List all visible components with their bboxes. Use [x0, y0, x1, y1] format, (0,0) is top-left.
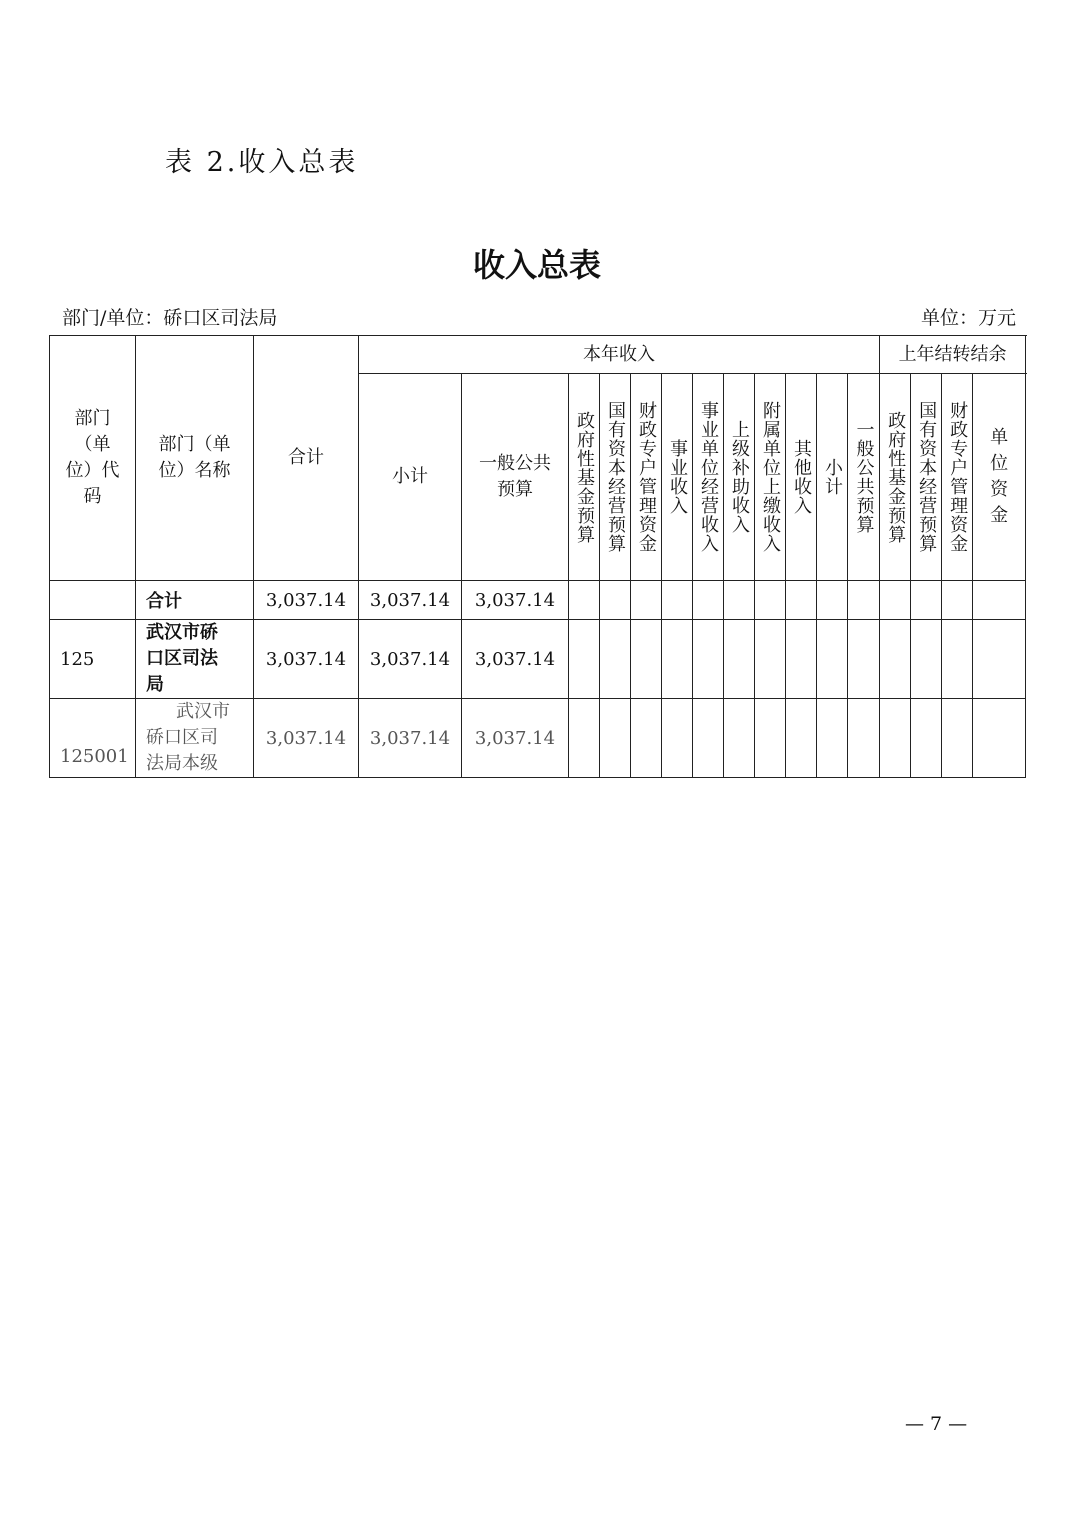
- header-prev-state-capital: 国有资本经营预算: [911, 374, 942, 581]
- header-prev-gov-fund: 政府性基金预算: [880, 374, 911, 581]
- header-name: 部门（单位）名称: [136, 336, 254, 581]
- page-title: 收入总表: [472, 246, 601, 284]
- header-prev-unit-fund: 单位资金: [973, 374, 1026, 581]
- row-general: 3,037.14: [462, 620, 569, 699]
- header-cur-gov-fund: 政府性基金预算: [569, 374, 600, 581]
- header-cur-superior-subsidy: 上级补助收入: [724, 374, 755, 581]
- row-total: 3,037.14: [254, 620, 359, 699]
- table-row-unit: [50, 699, 1026, 778]
- header-total: 合计: [254, 336, 359, 581]
- row-name: 武汉市硚口区司法局: [136, 620, 254, 699]
- row-total: 3,037.14: [254, 581, 359, 620]
- row-general: 3,037.14: [462, 581, 569, 620]
- header-cur-affiliated: 附属单位上缴收入: [755, 374, 786, 581]
- header-code: 部门（单位）代码: [50, 336, 136, 581]
- header-cur-other: 其他收入: [786, 374, 817, 581]
- unit-label: 单位：万元: [920, 307, 1016, 329]
- header-cur-state-capital: 国有资本经营预算: [600, 374, 631, 581]
- row-subtotal: 3,037.14: [359, 699, 462, 778]
- income-summary-table: [49, 335, 1026, 778]
- header-cur-subtotal: 小计: [359, 374, 462, 581]
- row-total: 3,037.14: [254, 699, 359, 778]
- row-code: 125: [50, 620, 136, 699]
- table-caption: 表 2.收入总表: [165, 147, 359, 178]
- header-prev-general: 一般公共预算: [848, 374, 880, 581]
- table-row-dept: [50, 620, 1026, 699]
- header-current-year: 本年收入: [359, 336, 880, 374]
- header-cur-business: 事业收入: [662, 374, 693, 581]
- department-label: 部门/单位：硚口区司法局: [62, 307, 278, 329]
- row-name: 合计: [136, 581, 254, 620]
- header-prev-subtotal: 小计: [817, 374, 848, 581]
- header-cur-fiscal-special: 财政专户管理资金: [631, 374, 662, 581]
- header-cur-biz-operation: 事业单位经营收入: [693, 374, 724, 581]
- row-subtotal: 3,037.14: [359, 620, 462, 699]
- page-number: — 7 —: [905, 1413, 968, 1435]
- header-carryover: 上年结转结余: [880, 336, 1026, 374]
- row-general: 3,037.14: [462, 699, 569, 778]
- row-subtotal: 3,037.14: [359, 581, 462, 620]
- row-code: [50, 581, 136, 620]
- header-cur-general: 一般公共预算: [462, 374, 569, 581]
- row-name: 武汉市硚口区司法局本级: [136, 699, 254, 778]
- table-row-total: [50, 581, 1026, 620]
- row-code: 125001: [50, 699, 136, 778]
- header-prev-fiscal-special: 财政专户管理资金: [942, 374, 973, 581]
